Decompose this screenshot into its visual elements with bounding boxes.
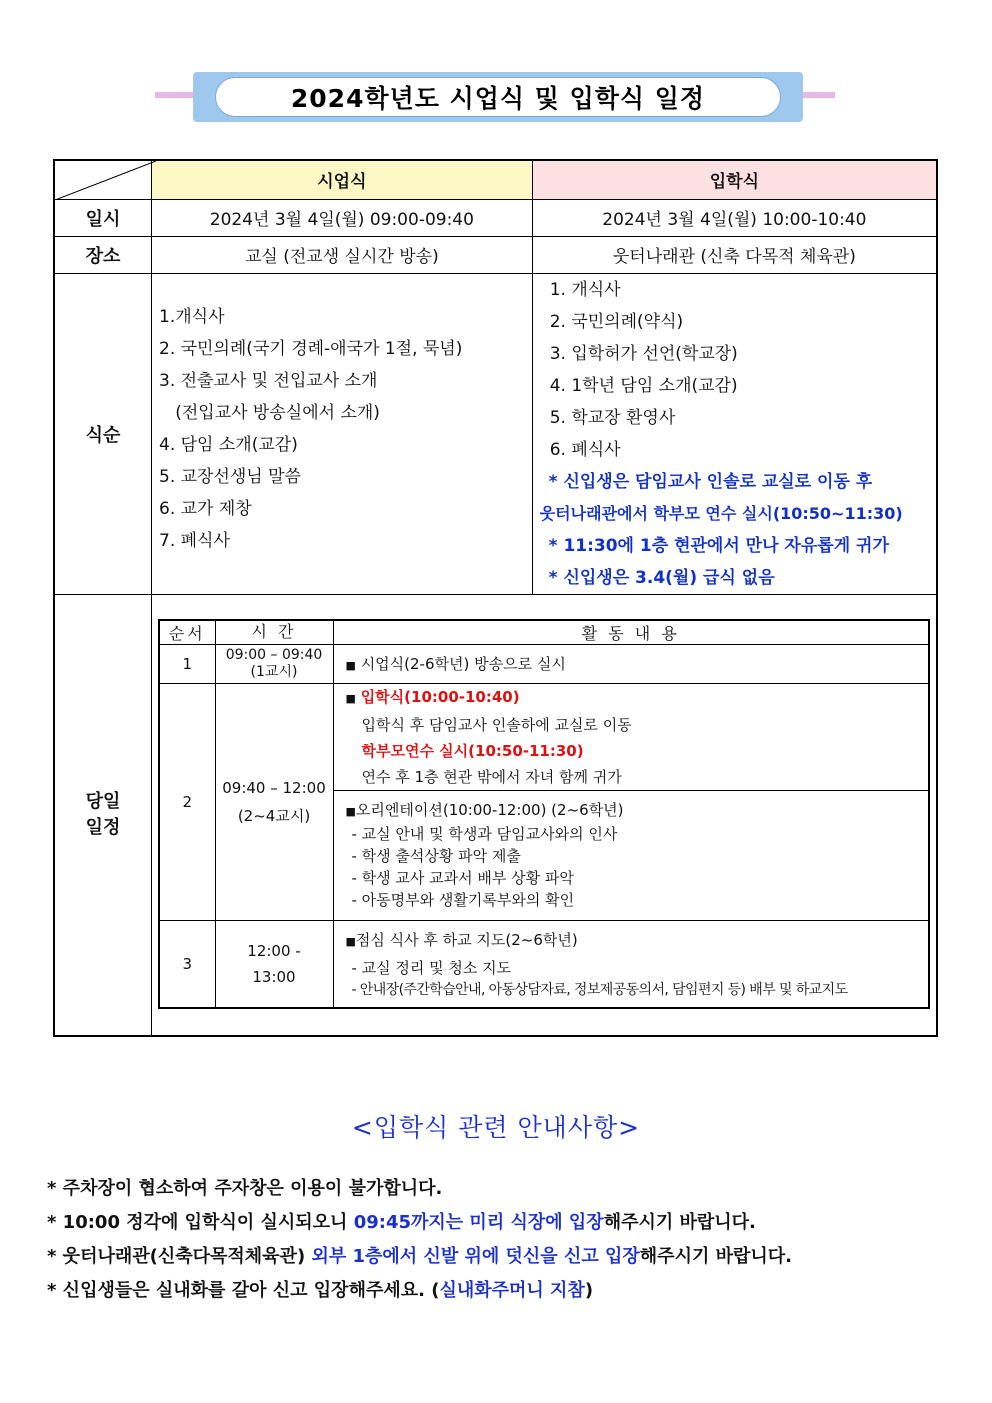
page-title: 2024학년도 시업식 및 입학식 일정 <box>215 77 781 117</box>
time-period: 13:00 <box>252 967 296 986</box>
opening-order-list <box>152 274 532 557</box>
list-item: 3. 입학허가 선언(학교장) <box>549 343 738 364</box>
list-item: 4. 1학년 담임 소개(교감) <box>549 375 738 396</box>
row-order: 3 <box>159 920 215 1008</box>
square-bullet-icon: ■ <box>345 659 356 672</box>
entrance-detail: 연수 후 1층 현관 밖에서 자녀 함께 귀가 <box>361 767 622 786</box>
list-item: 5. 학교장 환영사 <box>549 407 676 428</box>
list-item: 6. 교가 제창 <box>159 498 252 519</box>
entrance-note: * 신입생은 담임교사 인솔로 교실로 이동 후 <box>542 471 873 492</box>
entrance-note: * 신입생은 3.4(월) 급식 없음 <box>542 567 775 588</box>
corner-cell <box>54 160 152 199</box>
list-item: - 학생 교사 교과서 배부 상황 파악 <box>351 868 574 887</box>
entrance-detail: 입학식 후 담임교사 인솔하에 교실로 이동 <box>361 715 632 734</box>
entrance-note: * 11:30에 1층 현관에서 만나 자유롭게 귀가 <box>542 535 889 556</box>
label-day-schedule <box>54 594 152 1036</box>
opening-place: 교실 (전교생 실시간 방송) <box>152 236 533 273</box>
row-time <box>215 920 333 1008</box>
table-row <box>159 920 929 1008</box>
notice-text: ) <box>584 1280 594 1301</box>
opening-date: 2024년 3월 4일(월) 09:00-09:40 <box>152 199 533 236</box>
list-item: - 학생 출석상황 파악 제출 <box>351 846 521 865</box>
entrance-note: 웃터나래관에서 학부모 연수 실시(10:50~11:30) <box>539 503 903 523</box>
entrance-order-cell <box>532 273 937 594</box>
activity-text: 시업식(2-6학년) 방송으로 실시 <box>360 655 566 673</box>
list-item: 1.개식사 <box>159 306 225 327</box>
list-item: - 안내장(주간학습안내, 아동상담자료, 정보제공동의서, 담임편지 등) 배부 및 하교지도 <box>351 981 848 998</box>
col-header-activity: 활 동 내 용 <box>333 620 929 645</box>
opening-order-cell <box>152 273 533 594</box>
schedule-table <box>53 159 938 1037</box>
label-date: 일시 <box>54 199 152 236</box>
notice-item <box>47 1206 967 1240</box>
square-bullet-icon: ■ <box>345 691 356 705</box>
time-range: 09:40 – 12:00 <box>222 778 326 797</box>
time-period: (1교시) <box>250 663 298 680</box>
list-item: 3. 전출교사 및 전입교사 소개 <box>159 370 378 391</box>
list-item: - 교실 안내 및 학생과 담임교사와의 인사 <box>351 824 618 843</box>
row-time <box>215 683 333 920</box>
notice-title: <입학식 관련 안내사항> <box>351 1113 641 1142</box>
notice-list <box>47 1172 967 1308</box>
notice-text: * 웃터나래관(신축다목적체육관) <box>47 1246 312 1267</box>
orientation-title: 오리엔테이션(10:00-12:00) (2~6학년) <box>355 800 624 819</box>
time-period: (2~4교시) <box>237 806 311 825</box>
day-schedule-cell <box>152 594 938 1036</box>
header-opening: 시업식 <box>152 160 533 199</box>
list-item: 7. 폐식사 <box>159 530 230 551</box>
list-item: 4. 담임 소개(교감) <box>159 434 298 455</box>
table-row <box>159 683 929 790</box>
list-item: (전입교사 방송실에서 소개) <box>159 402 380 423</box>
notice-highlight: 실내화주머니 지참 <box>439 1280 585 1301</box>
entrance-order-list <box>533 274 936 594</box>
notice-text: 해주시기 바랍니다. <box>639 1246 793 1267</box>
label-day-line1: 당일 <box>85 790 121 812</box>
notice-highlight: 외부 1층에서 신발 위에 덧신을 신고 입장 <box>311 1246 640 1267</box>
row-order: 2 <box>159 683 215 920</box>
row-order: 1 <box>159 644 215 683</box>
notice-text: 해주시기 바랍니다. <box>603 1212 756 1233</box>
notice-text: * 신입생들은 실내화를 갈아 신고 입장해주세요. ( <box>47 1280 440 1301</box>
notice-item <box>47 1274 967 1308</box>
label-day-line2: 일정 <box>85 816 121 838</box>
list-item: 2. 국민의례(국기 경례-애국가 1절, 묵념) <box>159 338 463 359</box>
list-item: - 교실 정리 및 청소 지도 <box>351 958 512 977</box>
list-item: 2. 국민의례(약식) <box>549 311 684 332</box>
list-item: - 아동명부와 생활기록부와의 확인 <box>351 890 575 909</box>
row-activity-orientation <box>333 790 929 920</box>
row-activity-lunch <box>333 920 929 1008</box>
square-bullet-icon: ■ <box>345 804 356 818</box>
notice-text: * 10:00 정각에 입학식이 실시되오니 <box>47 1212 354 1233</box>
time-range: 12:00 - <box>247 941 301 960</box>
activity-text: 점심 식사 후 하교 지도(2~6학년) <box>355 930 578 949</box>
row-activity <box>333 644 929 683</box>
list-item: 5. 교장선생님 말씀 <box>159 466 301 487</box>
notice-text: * 주차장이 협소하여 주자창은 이용이 불가합니다. <box>47 1178 443 1199</box>
notice-item <box>47 1172 967 1206</box>
diagonal-line <box>55 161 156 200</box>
row-activity-entrance <box>333 683 929 790</box>
time-range: 09:00 – 09:40 <box>225 646 323 663</box>
entrance-date: 2024년 3월 4일(월) 10:00-10:40 <box>532 199 937 236</box>
notice-highlight: 09:45까지는 미리 식장에 입장 <box>353 1212 604 1233</box>
notice-item <box>47 1240 967 1274</box>
list-item: 1. 개식사 <box>549 279 621 300</box>
label-place: 장소 <box>54 236 152 273</box>
header-entrance: 입학식 <box>532 160 937 199</box>
col-header-time: 시 간 <box>215 620 333 645</box>
day-schedule-table <box>158 619 930 1010</box>
row-time <box>215 644 333 683</box>
entrance-place: 웃터나래관 (신축 다목적 체육관) <box>532 236 937 273</box>
label-order: 식순 <box>54 273 152 594</box>
entrance-title: 입학식(10:00-10:40) <box>360 687 520 706</box>
table-row <box>159 644 929 683</box>
list-item: 6. 폐식사 <box>549 439 621 460</box>
parent-training-title: 학부모연수 실시(10:50-11:30) <box>361 741 584 760</box>
square-bullet-icon: ■ <box>345 934 356 948</box>
col-header-order: 순서 <box>159 620 215 645</box>
title-banner <box>155 72 835 122</box>
